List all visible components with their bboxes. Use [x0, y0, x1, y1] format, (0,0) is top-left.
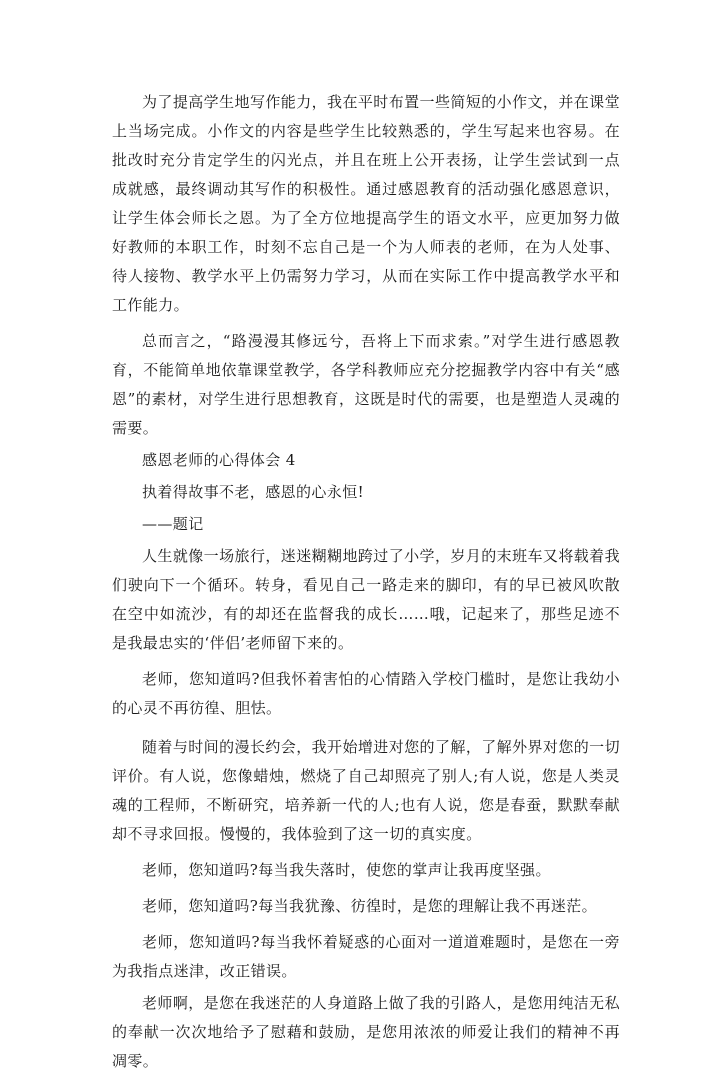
- paragraph-dedication: 老师啊，是您在我迷茫的人身道路上做了我的引路人，是您用纯洁无私的奉献一次次地给予了慰藉和鼓励，是您用浓浓的师爱让我们的精神不再凋零。: [112, 994, 620, 1070]
- paragraph-applause: 老师，您知道吗?每当我失落时，使您的掌声让我再度坚强。: [142, 861, 551, 879]
- paragraph-conclusion: 总而言之，“路漫漫其修远兮，吾将上下而求索。”对学生进行感恩教育，不能简单地依靠课堂教学，各学科教师应充分挖掘教学内容中有关“感恩”的素材，对学生进行思想教育，这既是时代的需要，也是塑造人灵魂的需要。: [112, 332, 620, 437]
- paragraph-writing-ability: 为了提高学生地写作能力，我在平时布置一些简短的小作文，并在课堂上当场完成。小作文的内容是些学生比较熟悉的，学生写起来也容易。在批改时充分肯定学生的闪光点，并且在班上公开表扬，让学生尝试到一点成就感，最终调动其写作的积极性。通过感恩教育的活动强化感恩意识，让学生体会师长之恩。为了全方位地提高学生的语文水平，应更加努力做好教师的本职工作，时刻不忘自己是一个为人师表的老师，在为人处事、待人接物、教学水平上仍需努力学习，从而在实际工作中提高教学水平和工作能力。: [112, 93, 620, 314]
- document-page: [112, 88, 620, 1076]
- paragraph-guidance: 老师，您知道吗?每当我怀着疑惑的心面对一道道难题时，是您在一旁为我指点迷津，改正错误。: [112, 933, 620, 980]
- paragraph-understanding: 随着与时间的漫长约会，我开始增进对您的了解，了解外界对您的一切评价。有人说，您像蜡烛，燃烧了自己却照亮了别人;有人说，您是人类灵魂的工程师，不断研究，培养新一代的人;也有人说，您是春蚕，默默奉献却不寻求回报。慢慢的，我体验到了这一切的真实度。: [112, 738, 620, 843]
- paragraph-hesitation: 老师，您知道吗?每当我犹豫、彷徨时，是您的理解让我不再迷茫。: [142, 897, 598, 915]
- paragraph-life-journey: 人生就像一场旅行，迷迷糊糊地跨过了小学，岁月的末班车又将载着我们驶向下一个循环。转身，看见自己一路走来的脚印，有的早已被风吹散在空中如流沙，有的却还在监督我的成长……哦，记起来了，那些足迹不是我最忠实的‘伴侣’老师留下来的。: [112, 547, 620, 652]
- epigraph: 执着得故事不老，感恩的心永恒!: [142, 483, 365, 501]
- epigraph-attribution: ——题记: [142, 515, 204, 533]
- paragraph-school-entry: 老师，您知道吗?但我怀着害怕的心情踏入学校门槛时，是您让我幼小的心灵不再彷徨、胆怯。: [112, 670, 620, 717]
- section-heading: 感恩老师的心得体会 4: [142, 451, 296, 469]
